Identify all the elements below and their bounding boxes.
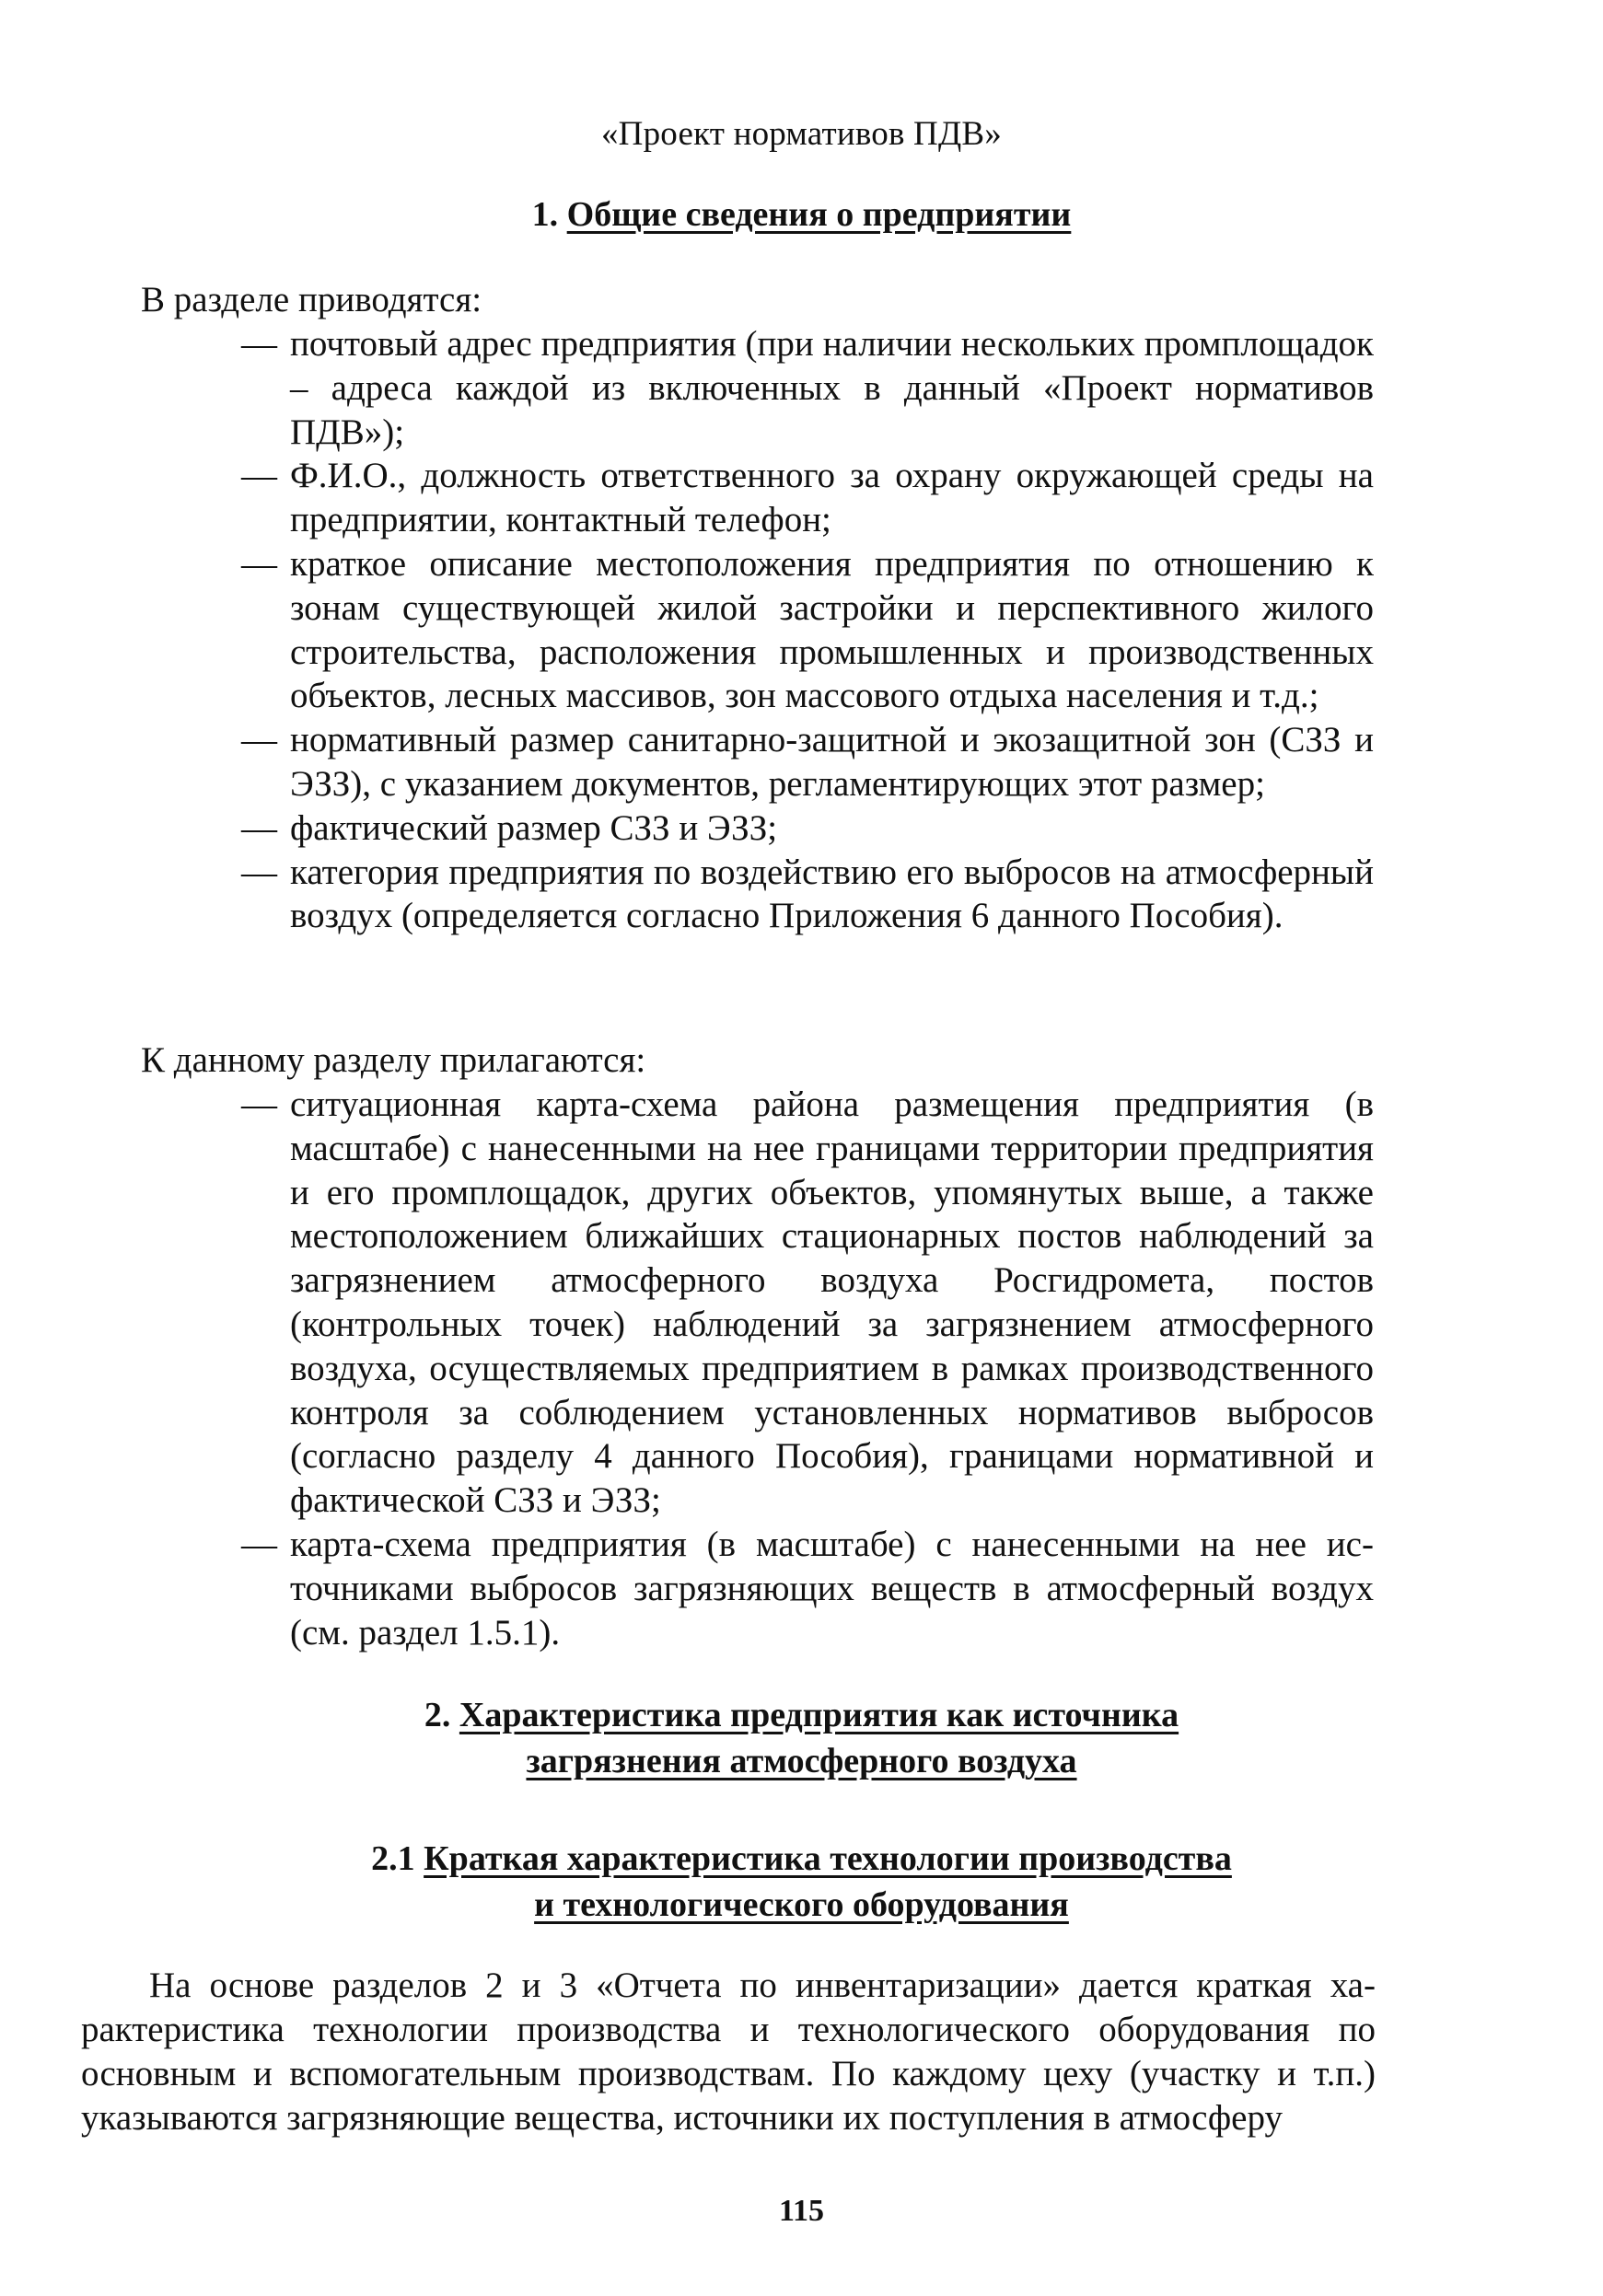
list-item: [241, 1523, 1374, 1654]
running-header: «Проект нормативов ПДВ»: [600, 115, 1002, 153]
list-item-text: фактический размер СЗЗ и ЭЗЗ;: [290, 807, 778, 848]
section-2-heading-line-1: [0, 1692, 1603, 1738]
section-1-heading: [0, 191, 1603, 238]
page-number: 115: [778, 2194, 825, 2228]
section-2-1-number: 2.1: [371, 1839, 415, 1878]
section-2-1-title-line-2: и технологического оборудования: [534, 1885, 1069, 1924]
dash-bullet: —: [241, 807, 277, 848]
section-1-list: [241, 322, 1374, 938]
section-2-title-line-1: Характеристика предприятия как источника: [459, 1696, 1179, 1734]
list-item-text: почтовый адрес предприятия (при наличии нескольких промплощадок – адреса каждой из включенных в данный «Проект нормативов ПДВ»);: [290, 324, 1374, 452]
dash-bullet: —: [241, 543, 277, 584]
list-item-text: карта-схема предприятия (в масштабе) с нанесенными на нее источниками выбросов загрязняющих веществ в атмосферный воздух (см. раздел 1.5.1).: [290, 1524, 1374, 1652]
dash-bullet: —: [241, 324, 277, 364]
list-item: [241, 542, 1374, 718]
list-item-text: Ф.И.О., должность ответственного за охрану окружающей среды на предприятии, контактный телефон;: [290, 456, 1374, 540]
list-item: [241, 806, 1374, 851]
section-2-heading-line-2: [0, 1738, 1603, 1784]
list-item-text: ситуационная карта-схема района размещения предприятия (в масштабе) с нанесенными на нее границами территории предприятия и его промплощадок, других объектов, упомянутых выше, а также местоположением ближайших стационарных постов наблюдений за загрязнением атмосферного воздуха Росгидромета, постов (контрольных точек) наблюдений за загрязнением атмосферного воздуха, осуществляемых предприятием в рамках производственного контроля за соблюдением установленных нормативов выбросов (согласно разделу 4 данного Пособия), границами нормативной и фактической СЗЗ и ЭЗЗ;: [290, 1084, 1374, 1521]
section-2-1-paragraph: На основе разделов 2 и 3 «Отчета по инвентаризации» дается краткая характеристика технологии производства и технологического оборудования по основным и вспомогательным производствам. По каждому цеху (участку и т.п.) указываются загрязняющие вещества, источники их поступления в атмосферу: [81, 1966, 1376, 2138]
dash-bullet: —: [241, 1084, 277, 1124]
dash-bullet: —: [241, 720, 277, 760]
list-item: [241, 1083, 1374, 1523]
list-item: [241, 718, 1374, 806]
attachments-list: [241, 1083, 1374, 1654]
list-item-text: краткое описание местоположения предприятия по отношению к зонам существующей жилой застройки и перспективного жилого строительства, расположения промышленных и производственных объектов, лесных массивов, зон массового отдыха населения и т.д.;: [290, 543, 1374, 716]
dash-bullet: —: [241, 1524, 277, 1564]
list-item: [241, 454, 1374, 542]
dash-bullet: —: [241, 852, 277, 892]
section-1-title: Общие сведения о предприятии: [566, 195, 1072, 234]
section-1-intro: В разделе приводятся:: [141, 280, 482, 319]
section-2-1-title-line-1: Краткая характеристика технологии производства: [424, 1839, 1232, 1878]
section-2-1-heading-line-2: [0, 1882, 1603, 1928]
section-2-1-heading: [0, 1836, 1603, 1928]
section-2-number: 2.: [424, 1696, 451, 1734]
list-item: [241, 322, 1374, 454]
dash-bullet: —: [241, 456, 277, 496]
section-2-1-heading-line-1: [0, 1836, 1603, 1882]
attachments-intro: К данному разделу прилагаются:: [141, 1040, 646, 1080]
section-2-heading: [0, 1692, 1603, 1784]
section-1-number: 1.: [531, 195, 559, 234]
list-item-text: категория предприятия по воздействию его выбросов на атмосферный воздух (определяется согласно Приложения 6 данного Пособия).: [290, 852, 1374, 936]
section-2-title-line-2: загрязнения атмосферного воздуха: [526, 1742, 1077, 1780]
list-item: [241, 851, 1374, 939]
list-item-text: нормативный размер санитарно-защитной и экозащитной зон (СЗЗ и ЭЗЗ), с указанием документов, регламентирующих этот размер;: [290, 720, 1374, 804]
